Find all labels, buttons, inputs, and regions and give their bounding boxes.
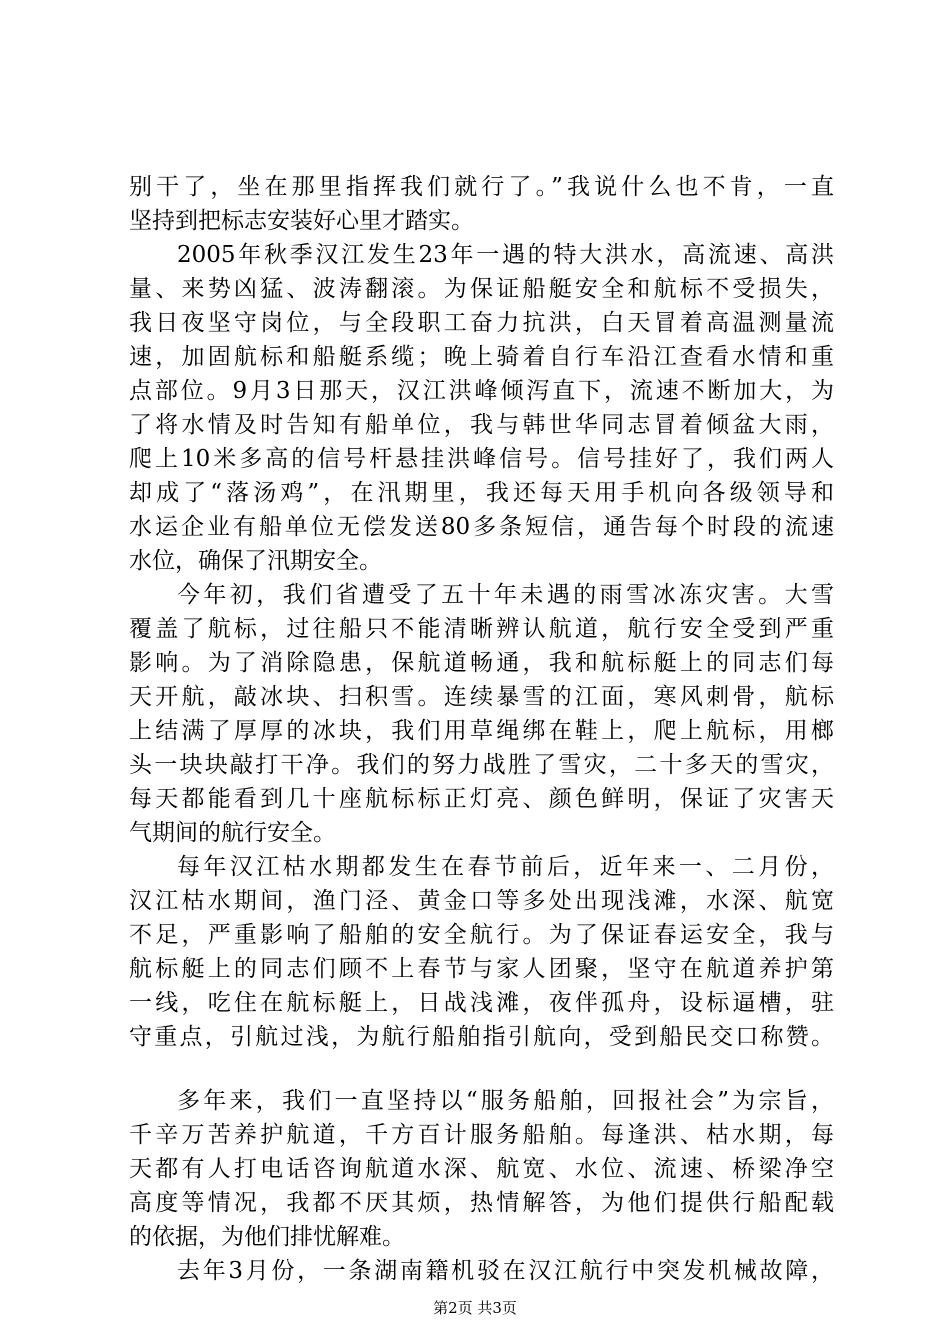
body-line: 爬上10米多高的信号杆悬挂洪峰信号。信号挂好了，我们两人 [129,446,834,472]
paragraph-first-line: 去年3月份，一条湖南籍机驳在汉江航行中突发机械故障， [177,1258,834,1284]
body-line: 别干了，坐在那里指挥我们就行了。”我说什么也不肯，一直 [129,174,834,200]
body-line: 的依据，为他们排忧解难。 [129,1224,405,1250]
body-line: 水运企业有船单位无偿发送80多条短信，通告每个时段的流速 [129,514,834,540]
body-line: 影响。为了消除隐患，保航道畅通，我和航标艇上的同志们每 [129,650,834,676]
body-line: 却成了“落汤鸡”，在汛期里，我还每天用手机向各级领导和 [129,480,834,506]
body-line: 我日夜坚守岗位，与全段职工奋力抗洪，白天冒着高温测量流 [129,310,834,336]
body-line: 一线，吃住在航标艇上，日战浅滩，夜伴孤舟，设标逼槽，驻 [129,990,834,1016]
body-line: 覆盖了航标，过往船只不能清晰辨认航道，航行安全受到严重 [129,616,834,642]
body-line: 坚持到把标志安装好心里才踏实。 [129,208,474,234]
body-line: 气期间的航行安全。 [129,820,336,846]
body-line: 高度等情况，我都不厌其烦，热情解答，为他们提供行船配载 [129,1190,834,1216]
body-line: 守重点，引航过浅，为航行船舶指引航向，受到船民交口称赞。 [129,1024,834,1050]
body-line: 天都有人打电话咨询航道水深、航宽、水位、流速、桥梁净空 [129,1156,834,1182]
body-line: 不足，严重影响了船舶的安全航行。为了保证春运安全，我与 [129,922,834,948]
paragraph-first-line: 2005年秋季汉江发生23年一遇的特大洪水，高流速、高洪 [177,242,834,268]
body-line: 上结满了厚厚的冰块，我们用草绳绑在鞋上，爬上航标，用榔 [129,718,834,744]
body-line: 头一块块敲打干净。我们的努力战胜了雪灾，二十多天的雪灾， [129,752,834,778]
body-line: 量、来势凶猛、波涛翻滚。为保证船艇安全和航标不受损失， [129,276,834,302]
body-line: 千辛万苦养护航道，千方百计服务船舶。每逢洪、枯水期，每 [129,1122,834,1148]
paragraph-first-line: 多年来，我们一直坚持以“服务船舶，回报社会”为宗旨， [177,1088,834,1114]
body-line: 每天都能看到几十座航标标正灯亮、颜色鲜明，保证了灾害天 [129,786,834,812]
body-line: 水位，确保了汛期安全。 [129,548,382,574]
body-line: 点部位。9月3日那天，汉江洪峰倾泻直下，流速不断加大，为 [129,378,834,404]
body-line: 速，加固航标和船艇系缆；晚上骑着自行车沿江查看水情和重 [129,344,834,370]
page-footer: 第2页 共3页 [433,1299,517,1317]
paragraph-first-line: 每年汉江枯水期都发生在春节前后，近年来一、二月份， [177,854,834,880]
body-line: 天开航，敲冰块、扫积雪。连续暴雪的江面，寒风刺骨，航标 [129,684,834,710]
paragraph-first-line: 今年初，我们省遭受了五十年未遇的雨雪冰冻灾害。大雪 [177,582,834,608]
body-line: 汉江枯水期间，渔门泾、黄金口等多处出现浅滩，水深、航宽 [129,888,834,914]
body-line: 航标艇上的同志们顾不上春节与家人团聚，坚守在航道养护第 [129,956,834,982]
body-line: 了将水情及时告知有船单位，我与韩世华同志冒着倾盆大雨， [129,412,834,438]
